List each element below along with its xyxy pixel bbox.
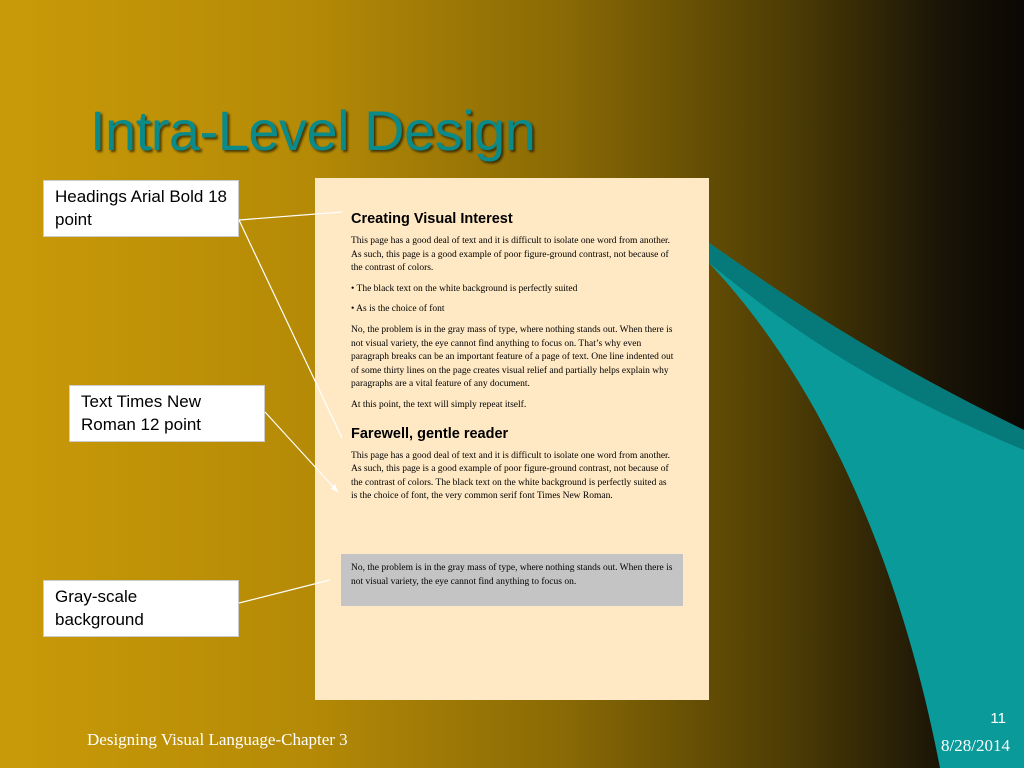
sample-bullet-1: • The black text on the white background is perfectly suited	[351, 283, 578, 294]
callout-text-font: Text Times New Roman 12 point	[69, 385, 265, 442]
sample-bullet-2: • As is the choice of font	[351, 304, 445, 315]
callout-headings: Headings Arial Bold 18 point	[43, 180, 239, 237]
slide-title: Intra-Level Design	[90, 99, 536, 162]
sample-paragraph-1: This page has a good deal of text and it is difficult to isolate one word from another. As such, this page is a good example of poor figure-ground contrast, not because of the contrast of colors.	[351, 236, 671, 274]
sample-document-content	[351, 211, 675, 511]
gray-background-box	[341, 554, 683, 606]
sample-heading-1: Creating Visual Interest	[351, 211, 513, 227]
slide-number: 11	[990, 710, 1006, 727]
sample-paragraph-4: This page has a good deal of text and it is difficult to isolate one word from another. As such, this page is a good example of poor figure-ground contrast, not because of the contrast of colors. The black text on the white background is perfectly suited as is the choice of font, the very common serif font Times New Roman.	[351, 450, 671, 502]
slide-date: 8/28/2014	[941, 736, 1010, 755]
gray-box-paragraph: No, the problem is in the gray mass of type, where nothing stands out. When there is not visual variety, the eye cannot find anything to focus on.	[351, 563, 673, 587]
sample-document-page	[315, 178, 709, 700]
sample-paragraph-2: No, the problem is in the gray mass of type, where nothing stands out. When there is not visual variety, the eye cannot find anything to focus on. That’s why even paragraph breaks can be an important feature of a page of text. One line indented out of some thirty lines on the page creates visual relief and partially helps explain why paragraphs are a vital feature of any document.	[351, 324, 674, 390]
sample-heading-2: Farewell, gentle reader	[351, 425, 509, 442]
sample-paragraph-3: At this point, the text will simply repeat itself.	[351, 399, 527, 410]
footer-title: Designing Visual Language-Chapter 3	[87, 730, 348, 749]
callout-gray-background: Gray-scale background	[43, 580, 239, 637]
